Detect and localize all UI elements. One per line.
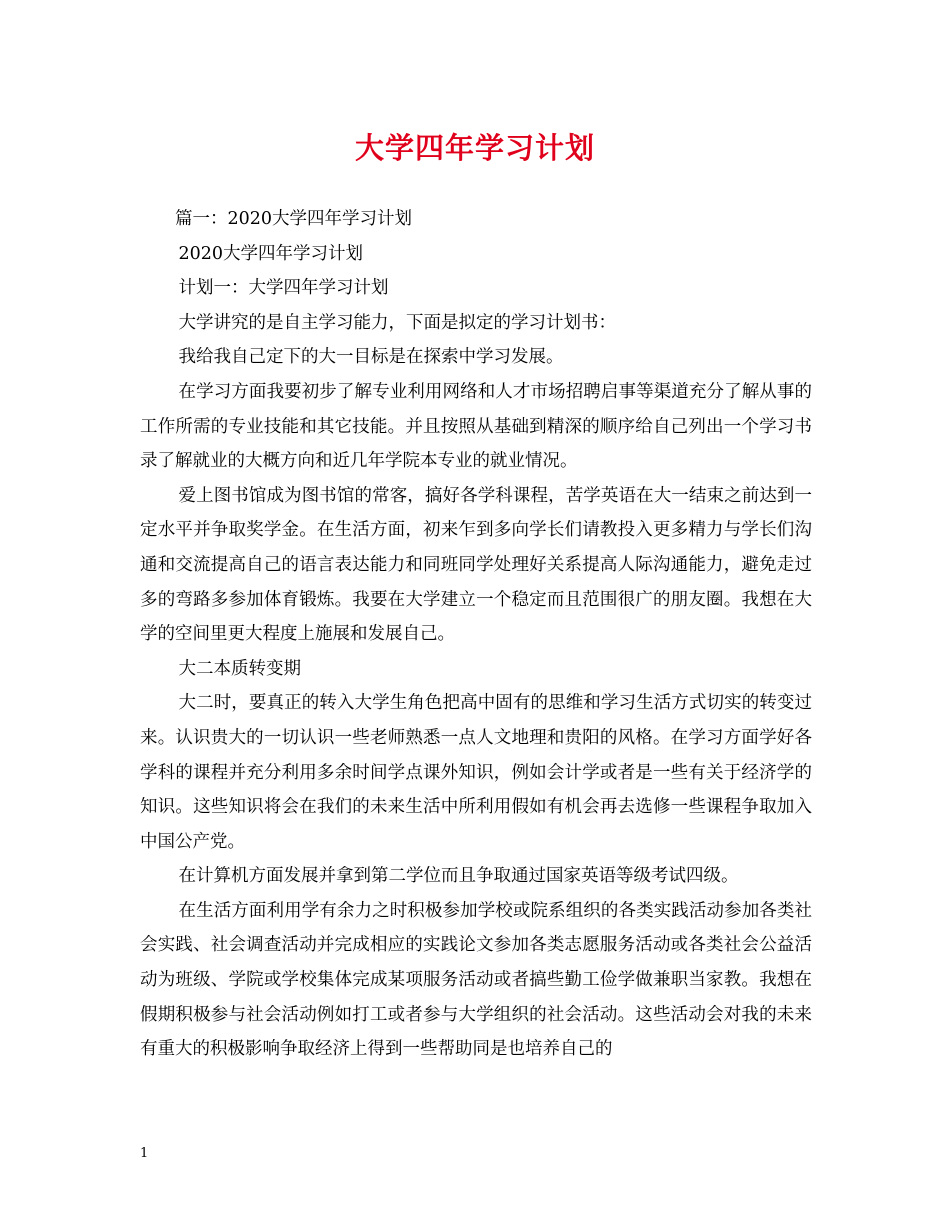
paragraph-study-plan: 在学习方面我要初步了解专业利用网络和人才市场招聘启事等渠道充分了解从事的工作所需的专业技能和其它技能。并且按照从基础到精深的顺序给自己列出一个学习书录了解就业的大概方向和近几年学院本专业的就业情况。: [140, 381, 812, 472]
paragraph-computer: 在计算机方面发展并拿到第二学位而且争取通过国家英语等级考试四级。: [178, 866, 739, 887]
paragraph-section-heading: 篇一：2020大学四年学习计划: [175, 209, 413, 229]
paragraph-plan-heading: 计划一：大学四年学习计划: [178, 278, 389, 299]
paragraph-subtitle: 2020大学四年学习计划: [178, 243, 364, 264]
paragraph-life: 在生活方面利用学有余力之时积极参加学校或院系组织的各类实践活动参加各类社会实践、社会调查活动并完成相应的实践论文参加各类志愿服务活动或各类社会公益活动为班级、学院或学校集体完成某项服务活动或者搞些勤工俭学做兼职当家教。我想在假期积极参与社会活动例如打工或者参与大学组织的社会活动。这些活动会对我的未来有重大的积极影响争取经济上得到一些帮助同是也培养自己的: [140, 900, 812, 1060]
paragraph-intro: 大学讲究的是自主学习能力，下面是拟定的学习计划书：: [178, 312, 616, 333]
paragraph-sophomore: 大二时，要真正的转入大学生角色把高中固有的思维和学习生活方式切实的转变过来。认识贵大的一切认识一些老师熟悉一点人文地理和贵阳的风格。在学习方面学好各学科的课程并充分利用多余时间学点课外知识，例如会计学或者是一些有关于经济学的知识。这些知识将会在我们的未来生活中所利用假如有机会再去选修一些课程争取加入中国公产党。: [140, 693, 812, 852]
page-number: 1: [140, 1146, 149, 1161]
document-title: 大学四年学习计划: [354, 131, 595, 165]
document-body: [140, 202, 812, 1067]
paragraph-sophomore-heading: 大二本质转变期: [178, 658, 301, 679]
paragraph-library: 爱上图书馆成为图书馆的常客，搞好各学科课程，苦学英语在大一结束之前达到一定水平并争取奖学金。在生活方面，初来乍到多向学长们请教投入更多精力与学长们沟通和交流提高自己的语言表达能力和同班同学处理好关系提高人际沟通能力，避免走过多的弯路多参加体育锻炼。我要在大学建立一个稳定而且范围很广的朋友圈。我想在大学的空间里更大程度上施展和发展自己。: [140, 485, 812, 645]
paragraph-freshman-goal: 我给我自己定下的大一目标是在探索中学习发展。: [178, 347, 564, 368]
